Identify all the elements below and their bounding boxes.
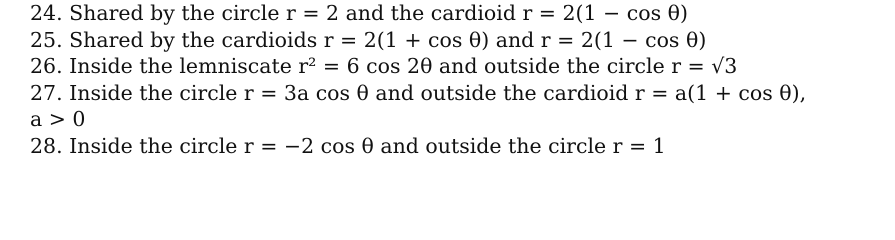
problem-26: [30, 53, 890, 80]
problem-28: [30, 133, 890, 160]
problem-27: [30, 80, 890, 107]
problem-text: Inside the circle r = −2 cos θ and outside the circle r = 1: [69, 133, 666, 158]
problem-number: 24.: [30, 1, 63, 25]
problem-number: 26.: [30, 54, 63, 79]
problem-text: Shared by the circle r = 2 and the cardioid r = 2(1 − cos θ): [69, 1, 688, 25]
problem-27-continuation: [30, 106, 890, 133]
problem-25: [30, 27, 890, 54]
problem-number: 27.: [30, 80, 63, 105]
problem-text-continuation: a > 0: [30, 107, 86, 132]
problem-number: 25.: [30, 27, 63, 52]
problem-number: 28.: [30, 133, 63, 158]
problem-text: Inside the circle r = 3a cos θ and outside the cardioid r = a(1 + cos θ),: [69, 80, 807, 105]
problem-text: Shared by the cardioids r = 2(1 + cos θ) and r = 2(1 − cos θ): [69, 27, 707, 52]
problem-24: [30, 0, 890, 27]
problem-list: [30, 0, 890, 160]
problem-text: Inside the lemniscate r² = 6 cos 2θ and outside the circle r = √3: [69, 54, 738, 79]
